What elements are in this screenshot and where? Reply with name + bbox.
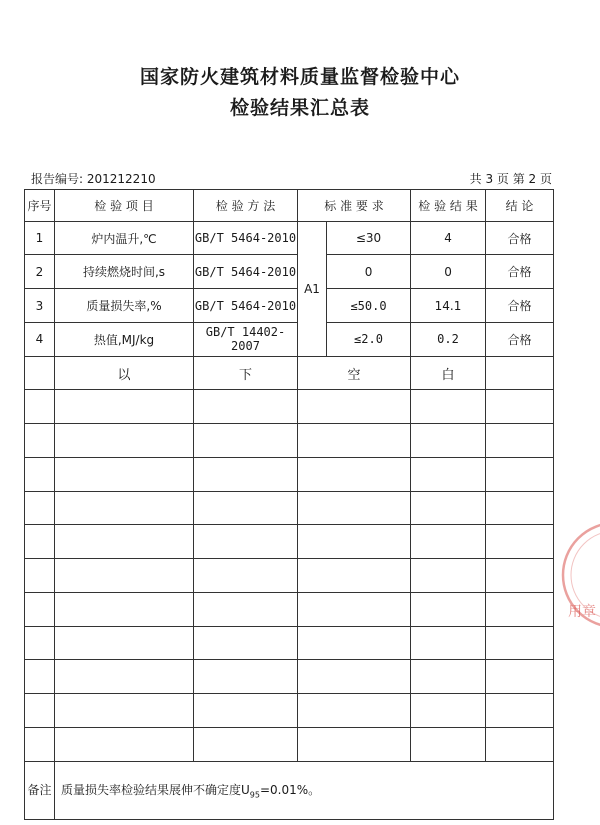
document-subtitle: 检验结果汇总表 [229,97,370,119]
blank-cell [25,356,55,390]
table-row [25,289,554,323]
cell-item: 热值,MJ/kg [55,322,194,356]
empty-row [25,592,554,626]
notes-text: 质量损失率检验结果展伸不确定度$U_{95}=0.01\%$。 [55,761,554,819]
cell-method: GB/T 5464-2010 [194,289,298,323]
cell-requirement: 0 [327,255,411,289]
svg-text:用章: 用章 [568,604,596,620]
cell-result: 0 [411,255,486,289]
blank-marker-3: 空 [298,356,411,390]
empty-row [25,525,554,559]
report-number-value: 201212210 [86,172,156,186]
blank-marker-2: 下 [194,356,298,390]
cell-conclusion: 合格 [486,255,554,289]
cell-no: 2 [25,255,55,289]
cell-conclusion: 合格 [486,289,554,323]
header-no: 序号 [25,190,55,222]
cell-no: 3 [25,289,55,323]
header-method: 检 验 方 法 [194,190,298,222]
cell-conclusion: 合格 [486,322,554,356]
blank-marker-row [25,356,554,390]
blank-cell [486,356,554,390]
page-info: 共 3 页 第 2 页 [469,172,552,186]
official-seal-stamp [560,510,600,640]
cell-method: GB/T 5464-2010 [194,255,298,289]
empty-row [25,491,554,525]
empty-row [25,424,554,458]
cell-item: 持续燃烧时间,s [55,255,194,289]
table-header-row [25,190,554,222]
cell-requirement: ≤2.0 [327,322,411,356]
blank-marker-4: 白 [411,356,486,390]
cell-method: GB/T 14402-2007 [194,322,298,356]
empty-row [25,390,554,424]
cell-method: GB/T 5464-2010 [194,221,298,255]
cell-item: 质量损失率,% [55,289,194,323]
cell-requirement: ≤50.0 [327,289,411,323]
table-row [25,322,554,356]
cell-grade: A1 [298,221,327,356]
header-requirement: 标 准 要 求 [298,190,411,222]
cell-no: 4 [25,322,55,356]
cell-result: 4 [411,221,486,255]
notes-label: 备注 [25,761,55,819]
table-row [25,255,554,289]
cell-conclusion: 合格 [486,221,554,255]
table-row [25,221,554,255]
empty-row [25,457,554,491]
blank-marker-1: 以 [55,356,194,390]
empty-row [25,694,554,728]
empty-row [25,559,554,593]
report-number [31,170,156,187]
cell-result: 0.2 [411,322,486,356]
cell-item: 炉内温升,℃ [55,221,194,255]
header-conclusion: 结 论 [486,190,554,222]
empty-row [25,660,554,694]
document-title: 国家防火建筑材料质量监督检验中心 [139,66,460,88]
notes-row [25,761,554,819]
results-table [24,189,554,820]
cell-no: 1 [25,221,55,255]
report-number-label: 报告编号: [31,172,84,186]
header-item: 检 验 项 目 [55,190,194,222]
empty-row [25,626,554,660]
header-result: 检 验 结 果 [411,190,486,222]
empty-row [25,727,554,761]
cell-requirement: ≤30 [327,221,411,255]
cell-result: 14.1 [411,289,486,323]
